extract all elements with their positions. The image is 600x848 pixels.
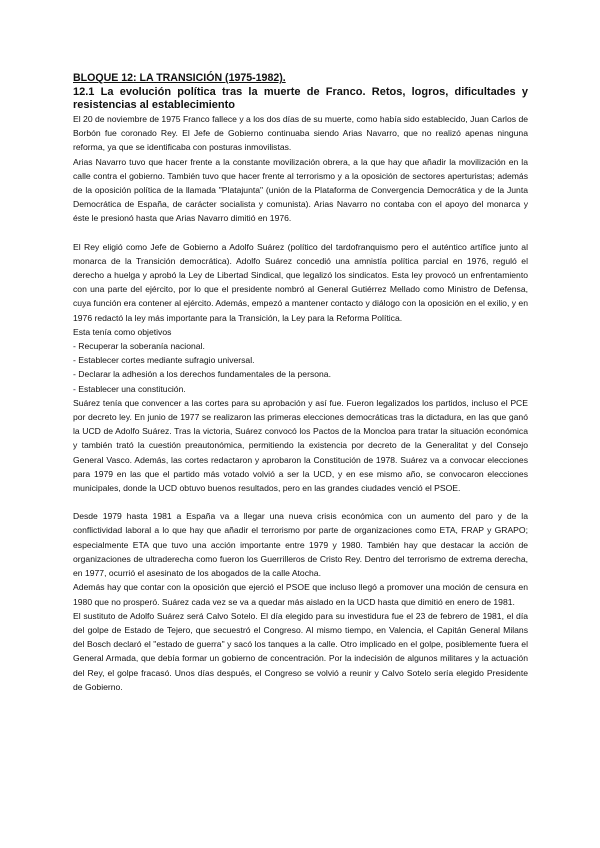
- paragraph-psoe-opposition: Además hay que contar con la oposición que ejerció el PSOE que incluso llegó a promover una moción de censura en 1980 que no prosperó. Suárez cada vez se va a quedar más aislado en la UCD hasta que dimitió en enero de 1981.: [73, 582, 528, 607]
- list-item: - Declarar la adhesión a los derechos fundamentales de la persona.: [73, 369, 331, 380]
- document-page: [73, 72, 528, 694]
- list-item: - Establecer una constitución.: [73, 383, 186, 394]
- paragraph-objectives-intro: Esta tenía como objetivos: [73, 326, 172, 337]
- paragraph-spacer: [73, 226, 528, 240]
- paragraph-calvo-sotelo: El sustituto de Adolfo Suárez será Calvo Sotelo. El día elegido para su investidura fue el 23 de febrero de 1981, el día del golpe de Estado de Tejero, que secuestró el Congreso. Al mismo tiempo, en Valencia, el Capitán General Milans del Bosch declaró el "estado de guerra" y sacó los tanques a la calle. Otro implicado en el golpe, posiblemente fuera el General Armada, que debía formar un gobierno de concentración. Por la indecisión de algunos militares y la actuación del Rey, el golpe fracasó. Unos días después, el Congreso se volvió a reunir y Calvo Sotelo sería elegido Presidente de Gobierno.: [73, 610, 528, 692]
- list-item: - Establecer cortes mediante sufragio universal.: [73, 355, 255, 366]
- paragraph-arias-navarro: Arias Navarro tuvo que hacer frente a la constante movilización obrera, a la que hay que añadir la movilización en la calle contra el gobierno. También tuvo que hacer frente al terrorismo y a la oposición de sectores aperturistas; además de la oposición política de la llamada "Platajunta" (unión de la Plataforma de Convergencia Democrática y de la Junta Democrática de España, de carácter socialista y comunista). Arias Navarro no contaba con el apoyo del monarca y éste le presionó hasta que Arias Navarro dimitió en 1976.: [73, 156, 528, 224]
- document-title: BLOQUE 12: LA TRANSICIÓN (1975-1982).: [73, 72, 286, 84]
- paragraph-elections-1977: Suárez tenía que convencer a las cortes para su aprobación y así fue. Fueron legalizados los partidos, incluso el PCE por decreto ley. En junio de 1977 se realizaron las primeras elecciones democráticas tras la dictadura, en las que ganó la UCD de Adolfo Suárez. Tras la victoria, Suárez convocó los Pactos de la Moncloa para tratar la situación económica y también trató la cuestión preautonómica, permitiendo la existencia por decreto de la Generalitat y del Consejo General Vasco. Además, las cortes redactaron y aprobaron la Constitución de 1978. Suárez va a convocar elecciones para 1979 en las que el partido más votado volvió a ser la UCD, y en ese mismo año, se convocaron elecciones municipales, donde la UCD obtuvo buenos resultados, pero en las grandes ciudades venció el PSOE.: [73, 397, 528, 494]
- section-heading: 12.1 La evolución política tras la muerte de Franco. Retos, logros, dificultades y resistencias al establecimiento: [73, 86, 528, 111]
- objectives-list: [73, 339, 528, 396]
- paragraph-franco-death: El 20 de noviembre de 1975 Franco fallece y a los dos días de su muerte, como había sido establecido, Juan Carlos de Borbón fue coronado Rey. El Jefe de Gobierno continuaba siendo Arias Navarro, que no realizó apenas ninguna reforma, ya que se identificaba con posturas inmovilistas.: [73, 114, 528, 153]
- paragraph-crisis-1979: Desde 1979 hasta 1981 a España va a llegar una nueva crisis económica con un aumento del paro y de la conflictividad laboral a lo que hay que añadir el terrorismo por parte de organizaciones como ETA, FRAP y GRAPO; especialmente ETA que tuvo una acción importante entre 1979 y 1980. También hay que destacar la acción de organizaciones de ultraderecha como fueron los Guerrilleros de Cristo Rey. Dentro del terrorismo de extrema derecha, en 1977, ocurrió el asesinato de los abogados de la calle Atocha.: [73, 511, 528, 579]
- paragraph-adolfo-suarez: El Rey eligió como Jefe de Gobierno a Adolfo Suárez (político del tardofranquismo pero el auténtico artífice junto al monarca de la Transición democrática). Adolfo Suárez concedió una amnistía política parcial en 1976, reguló el derecho a huelga y aprobó la Ley de Libertad Sindical, que legalizó los sindicatos. Esta ley provocó un enfrentamiento con una parte del ejército, por lo que el presidente nombró al General Gutiérrez Mellado como Ministro de Defensa, cuya función era contener al ejército. Además, empezó a mantener contacto y diálogo con la oposición en el exilio, y en 1976 redactó la ley más importante para la Transición, la Ley para la Reforma Política.: [73, 241, 528, 323]
- list-item: - Recuperar la soberanía nacional.: [73, 341, 205, 352]
- paragraph-spacer: [73, 495, 528, 509]
